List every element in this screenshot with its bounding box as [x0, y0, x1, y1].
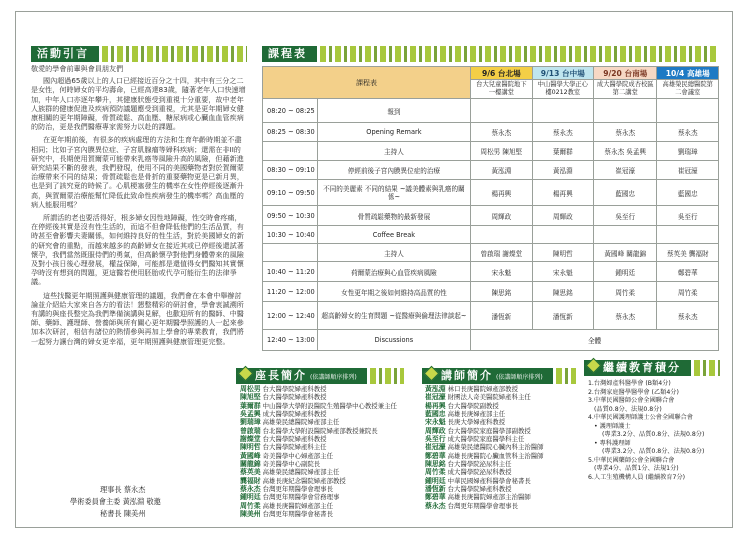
speakers-desc: 成大醫學院泌尿科教授 — [447, 468, 512, 477]
credit-line: 5.中華民國藥師公會全國聯合會 — [588, 456, 675, 464]
row-cell: 吳至行 — [657, 206, 719, 226]
row-cell: 鄭碧華 — [657, 262, 719, 282]
chairs-name: 關龍錦 — [240, 460, 261, 469]
venue-tainan: 9/20 台南場 — [594, 67, 657, 80]
row-cell: 蔡永杰 — [594, 302, 657, 330]
row-cell: 潘恆新 — [471, 302, 532, 330]
credit-line: (專業3.2分、品質0.8分、法規0.8分) — [602, 431, 705, 438]
chairs-desc: 高雄榮民總醫院婦產部主任 — [262, 418, 340, 427]
row-cell: 宋永魁 — [471, 262, 532, 282]
speakers-item — [425, 402, 544, 410]
speakers-desc: 台大醫學院家庭醫學部副教授 — [447, 426, 531, 435]
row-cell: 崔冠濠 — [594, 161, 657, 180]
chairs-name: 葉爾群 — [240, 401, 261, 410]
chairs-name: 龔福財 — [240, 476, 261, 485]
row-time: 09:10 ~ 09:50 — [263, 180, 318, 206]
speakers-desc: 成大醫學院家庭醫學科主任 — [447, 435, 525, 444]
chairs-item — [240, 468, 397, 476]
row-cell: 陳明哲 — [532, 244, 594, 262]
chairs-name: 蔡永杰 — [240, 485, 261, 494]
row-cell: 藍國忠 — [657, 180, 719, 206]
chairs-desc: 中山醫學大學附設醫院生殖醫學中心教授兼主任 — [262, 401, 397, 410]
speakers-name: 楊再興 — [425, 401, 446, 410]
row-time: 11:20 ~ 12:00 — [263, 282, 318, 302]
chairs-name: 曾啟瑞 — [240, 426, 261, 435]
intro-header — [31, 46, 247, 62]
header-stripes — [694, 360, 720, 376]
row-cell: 黃泓淵 — [471, 161, 532, 180]
chairs-desc: 奇美醫學中心副院長 — [262, 460, 321, 469]
speakers-item — [425, 493, 544, 501]
speakers-item — [425, 418, 544, 426]
venue-place: 中山醫學大學正心樓0212教室 — [532, 80, 594, 99]
credit-line: • 護理師護士 — [594, 422, 631, 430]
row-cell: 黃泓淵 — [532, 161, 594, 180]
diamond-icon — [586, 358, 602, 374]
speakers-desc: 台大醫學院副教授 — [447, 401, 499, 410]
row-cell: 蔡永杰 吳孟興 — [594, 142, 657, 161]
intro-paragraph: 這些找醫更年期照護與健康管理的議題，我們會在本會中舉辦討論並介紹給大家來自各方的看法！懇整精彩的研討會，學會衷誠溯所有講的與座長整完為我們準備演講與見解，也歡迎所有的醫師、中醫師、藥師、護理師、營養師與所有關心更年期醫學照護的人一起來參加本次研討，相信有諸位的熱情參與再加上學會的專業教育，我們將一起努力讓台灣的婦女更幸福，更年期照護與健康管理更完整。 — [31, 290, 244, 346]
chairs-item — [240, 452, 397, 460]
row-topic: 女性更年期之後如何維持高品質的性 — [317, 282, 470, 302]
speakers-desc: 長庚大學婦產科教授 — [447, 418, 506, 427]
intro-paragraph: 所謂活的老也要活得好，根多婦女因性地障礙，性交時會疼痛，在停經後其實是沒有性生活的，而這不但會降低他們的生活品質，有時甚至會影響夫妻關係，如何維持良好的性生活，對於美國婦女的新的研究會的重點，而越來越多的高齡婦女在接近其或已停經後還試著懷孕，我們當然既服侍們的勇氣，但高齡懷孕對他們身體帶來的風險及對小孩日後心理發展，權益保障，可能都是還值得女們醫知其實懷孕時沒有想到的問題，更這醫若使用胚胎或代孕可能衍生的法律爭議。 — [31, 213, 244, 287]
row-topic: 超高齡婦女的生育問題 ~從醫療與倫理法律談起~ — [317, 302, 470, 330]
credit-line: • 專科護理師 — [594, 439, 631, 447]
row-topic: 不同的美麗素 不同的結果 ~議美體素與乳癌的關係~ — [317, 180, 470, 206]
chairs-item — [240, 493, 397, 501]
speakers-name: 宋永魁 — [425, 418, 446, 427]
speakers-name: 周輝政 — [425, 426, 446, 435]
credits-header — [584, 360, 720, 376]
row-time: 08:20 ~ 08:25 — [263, 99, 318, 123]
row-cell: 蔡英美 龔福財 — [657, 244, 719, 262]
schedule-table — [262, 66, 719, 351]
speakers-name: 陳思銘 — [425, 460, 446, 469]
row-time: 08:30 ~ 09:10 — [263, 161, 318, 180]
chairs-desc: 成大醫學院婦產科教授 — [262, 410, 327, 419]
diamond-icon — [238, 366, 254, 382]
speakers-desc: 林口長庚醫院婦產部教授 — [447, 385, 518, 393]
chairs-name: 鍾明廷 — [240, 493, 261, 502]
speakers-header-label — [422, 368, 553, 384]
speakers-desc: 高雄長庚醫院婦產部主治醫師 — [447, 493, 531, 502]
speakers-name: 周竹柔 — [425, 468, 446, 477]
row-topic: 骨質疏鬆藥物的最新發展 — [317, 206, 470, 226]
venue-taipei: 9/6 台北場 — [471, 67, 532, 80]
venue-place: 成大醫學院成杏校區第二講堂 — [594, 80, 657, 99]
venue-place: 台大兒童醫院地下一樓講堂 — [471, 80, 532, 99]
credits-header-label — [584, 360, 691, 376]
speakers-item — [425, 477, 544, 485]
venue-kaohsiung: 10/4 高雄場 — [657, 67, 719, 80]
row-cell: 蔡永杰 — [594, 123, 657, 142]
header-stripes — [556, 368, 576, 384]
chairs-item — [240, 502, 397, 510]
chairs-name: 蔡英美 — [240, 468, 261, 477]
chairs-item — [240, 510, 397, 518]
signature-line: 學術委員會主委 黃泓淵 敬邀 — [70, 497, 161, 506]
chairs-header-label — [236, 368, 367, 384]
speakers-list — [425, 385, 544, 510]
speakers-item — [425, 468, 544, 476]
row-cell: 陳思銘 — [532, 282, 594, 302]
speakers-name: 蔡永杰 — [425, 501, 446, 510]
speakers-name: 崔冠濠 — [425, 443, 446, 452]
intro-text — [31, 64, 247, 350]
row-time: 10:30 ~ 10:40 — [263, 226, 318, 244]
chairs-item — [240, 477, 397, 485]
row-cell: 蔡永杰 — [657, 302, 719, 330]
speakers-name: 崔冠濠 — [425, 393, 446, 402]
chairs-name: 周松男 — [240, 385, 261, 393]
chairs-desc: 台大醫學院婦產科主任 — [262, 443, 327, 452]
chairs-name: 吳孟興 — [240, 410, 261, 419]
diamond-icon — [424, 366, 440, 382]
row-cell: 陳思銘 — [471, 282, 532, 302]
row-time: 12:40 ~ 13:00 — [263, 330, 318, 351]
row-cell: 周松男 陳旭堅 — [471, 142, 532, 161]
venue-taichung: 9/13 台中場 — [532, 67, 594, 80]
row-cell: 黃國峰 關龍錦 — [594, 244, 657, 262]
intro-paragraph: 國內超過65歲以上的人口已經接近百分之十四，其中有三分之二是女性，何時婦女的平均壽命，已經高達83歲，隨著老年人口快速增加，中年人口亦逐年攀升，其健康狀態受到重視十分重要，故中老年人族群的健康促進及疾病預防議題應受到重視，尤其是更年期婦女健康相關的更年期障礙，骨質疏鬆、高血壓、糖尿病或心臟血血管疾病的防治，更是我們醫療專家需努力以赴的課題。 — [31, 76, 246, 132]
row-cell: 楊再興 — [471, 180, 532, 206]
speakers-name: 黃泓淵 — [425, 385, 446, 393]
row-cell: 吳至行 — [594, 206, 657, 226]
signature-line: 理事長 蔡永杰 — [100, 485, 146, 494]
speakers-name: 鍾明廷 — [425, 476, 446, 485]
chairs-header — [236, 368, 404, 384]
credit-line: (專業4分、品質1分、法規1分) — [594, 465, 679, 472]
chairs-item — [240, 443, 397, 451]
row-cell: 蔡永杰 — [657, 123, 719, 142]
credits-title: 繼續教育積分 — [603, 361, 681, 374]
chairs-name: 陳明哲 — [240, 443, 261, 452]
chairs-name: 劉瑞璋 — [240, 418, 261, 427]
speakers-subtitle: (依講師順序排列) — [496, 374, 543, 381]
chairs-desc: 高雄長庚紀念醫院婦產部教授 — [262, 476, 346, 485]
chairs-item — [240, 402, 397, 410]
row-cell: 周輝政 — [532, 206, 594, 226]
row-cell: 崔冠濠 — [657, 161, 719, 180]
credit-line: 2.台灣家庭醫學醫學會 (乙類4分) — [588, 388, 679, 396]
row-topic: 停經前後子宮內膜異位症的治療 — [317, 161, 470, 180]
speakers-name: 藍國忠 — [425, 410, 446, 419]
row-time: 08:25 ~ 08:30 — [263, 123, 318, 142]
header-stripes — [320, 46, 719, 62]
speakers-name: 吳至行 — [425, 435, 446, 444]
signature-line: 秘書長 陳美州 — [100, 509, 146, 518]
row-topic: Discussions — [317, 330, 470, 351]
speakers-title: 講師簡介 — [441, 369, 493, 382]
chairs-subtitle: (依講師順序排列) — [310, 374, 357, 381]
credit-line: (專業3.2分、品質0.8分、法規0.8分) — [602, 448, 705, 455]
speakers-name: 鄭碧華 — [425, 493, 446, 502]
chairs-desc: 台大醫學院婦產科教授 — [262, 393, 327, 402]
row-cell: 潘恆新 — [532, 302, 594, 330]
speakers-desc: 財團法人奇美醫院婦產科主任 — [447, 393, 531, 402]
schedule-table-header: 課程表 — [263, 67, 471, 99]
chairs-item — [240, 427, 397, 435]
row-cell: 周輝政 — [471, 206, 532, 226]
row-cell: 全體 — [471, 330, 719, 351]
chairs-desc: 奇美醫學中心婦產部主任 — [262, 451, 333, 460]
header-stripes — [102, 46, 247, 62]
row-topic: Coffee Break — [317, 226, 470, 244]
chairs-name: 陳美州 — [240, 510, 261, 519]
credit-line: 4.中華民國護理師護士公會全國聯合會 — [588, 414, 693, 421]
chairs-name: 陳旭堅 — [240, 393, 261, 402]
row-cell: 宋永魁 — [532, 262, 594, 282]
row-topic: 荷爾蒙治療與心血管疾病風險 — [317, 262, 470, 282]
chairs-desc: 台大醫學院婦產科教授 — [262, 435, 327, 444]
chairs-item — [240, 393, 397, 401]
intro-greeting: 敬愛的學會前輩與會員朋友們 — [31, 64, 124, 73]
credit-line: 6.人工生殖機構人員 (繼續教育7分) — [588, 473, 686, 481]
speakers-desc: 中華民國婦產科醫學會秘書長 — [447, 476, 531, 485]
row-time: 09:50 ~ 10:30 — [263, 206, 318, 226]
row-cell: 藍國忠 — [594, 180, 657, 206]
row-cell: 葉爾群 — [532, 142, 594, 161]
row-topic: 主持人 — [317, 142, 470, 161]
speakers-item — [425, 502, 544, 510]
header-stripes — [370, 368, 404, 384]
chairs-desc: 台大醫學院婦產科教授 — [262, 385, 327, 393]
speakers-item — [425, 452, 544, 460]
row-cell: 曾啟瑞 謝燦堂 — [471, 244, 532, 262]
row-cell: 鍾明廷 — [594, 262, 657, 282]
intro-paragraph: 在更年期前後，有很多的疾病處理的方法和生育年齡時期並不盡相同；比如子宮內膜異位症、子宮肌腺瘤等婦科疾病；還需在非II的研究中，長期使用賀爾蒙可能帶來乳癌等風險升高的風險，但藉新進研究結果不斷的發表，我們發現，使用不同的美國藥物者對於賀爾蒙治療帶來不同的結果；骨質疏鬆也是骨折的重要藥物更是已新月異，也是到了該究竟的時候了。心肌梗塞發生的機率在女性停經後逐漸升高，與賀爾蒙治療能幫忙降低此致命性疾病發生的機率嗎？高血壓的病人能服用嗎？ — [31, 135, 244, 209]
row-cell: 周竹柔 — [657, 282, 719, 302]
speakers-name: 潘恆新 — [425, 485, 446, 494]
chairs-desc: 台北醫學大學附設醫院婦產部教授兼院長 — [262, 426, 378, 435]
credit-line: 3.中華民國醫師公會全國聯合會 — [588, 397, 675, 404]
credit-line: (品質0.8分、法規0.8分) — [594, 405, 662, 413]
chairs-list — [240, 385, 397, 519]
row-topic: Opening Remark — [317, 123, 470, 142]
chairs-name: 謝燦堂 — [240, 435, 261, 444]
speakers-item — [425, 427, 544, 435]
speakers-desc: 台大醫學院泌尿科主任 — [447, 460, 512, 469]
chairs-name: 黃國峰 — [240, 451, 261, 460]
venue-place: 高雄榮民總醫院第二會議室 — [657, 80, 719, 99]
row-time: 10:40 ~ 11:20 — [263, 262, 318, 282]
schedule-title: 課程表 — [262, 46, 317, 62]
speakers-desc: 台大醫學院婦產科教授 — [447, 485, 512, 494]
row-cell: 蔡永杰 — [532, 123, 594, 142]
chairs-desc: 高雄榮民總醫院婦產部主任 — [262, 468, 340, 477]
speakers-header — [422, 368, 576, 384]
row-cell: 周竹柔 — [594, 282, 657, 302]
chairs-desc: 台灣更年期醫學會秘書長 — [262, 510, 333, 519]
speakers-name: 鄭碧華 — [425, 451, 446, 460]
credits-list — [588, 380, 720, 482]
speakers-desc: 高雄長庚婦產部主任 — [447, 410, 506, 419]
speakers-desc: 高雄長庚醫院心臟血管科主治醫師 — [447, 451, 544, 460]
intro-title: 活動引言 — [31, 46, 99, 62]
row-cell: 楊再興 — [532, 180, 594, 206]
row-topic: 報到 — [317, 99, 470, 123]
row-time: 12:00 ~ 12:40 — [263, 302, 318, 330]
chairs-title: 座長簡介 — [255, 369, 307, 382]
chairs-desc: 台灣更年期醫學會常務理事 — [262, 493, 340, 502]
credit-line: 1.台灣婦產科醫學會 (B類4分) — [588, 380, 671, 387]
speakers-item — [425, 443, 544, 451]
speakers-desc: 台灣更年期醫學會理事長 — [447, 501, 518, 510]
schedule-header — [262, 46, 719, 62]
speakers-item — [425, 393, 544, 401]
speakers-desc: 高雄榮民總醫院心臟內科主治醫師 — [447, 443, 544, 452]
row-topic: 主持人 — [317, 244, 470, 262]
chairs-item — [240, 418, 397, 426]
chairs-desc: 高雄長庚醫院婦產部主任 — [262, 501, 333, 510]
row-cell: 蔡永杰 — [471, 123, 532, 142]
row-cell: 劉瑞璋 — [657, 142, 719, 161]
chairs-name: 周竹柔 — [240, 501, 261, 510]
chairs-desc: 台灣更年期醫學會理事長 — [262, 485, 333, 494]
